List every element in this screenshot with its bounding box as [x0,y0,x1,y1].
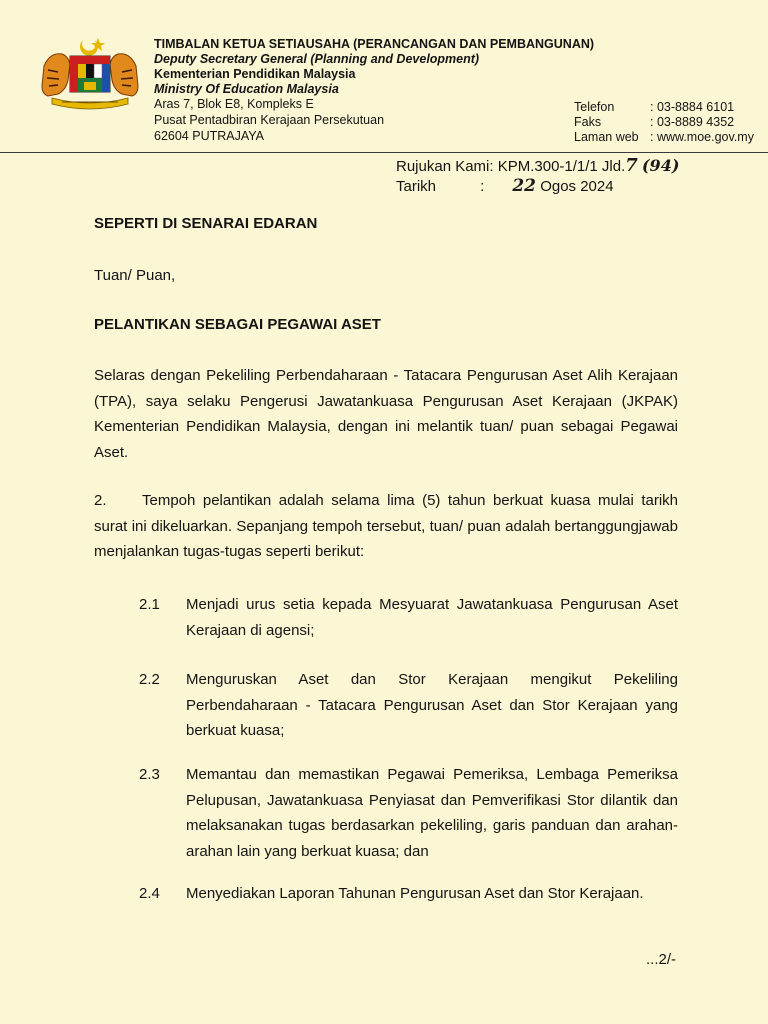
contact-value: : www.moe.gov.my [650,130,754,144]
paragraph-2 [94,488,678,565]
paragraph-1: Selaras dengan Pekeliling Perbendaharaan - Tatacara Pengurusan Aset Alih Kerajaan (TPA), saya selaku Pengerusi Jawatankuasa Pengurusan Aset Kerajaan (JKPAK) Kementerian Pendidikan Malaysia, dengan ini melantik tuan/ puan sebagai Pegawai Aset. [94,367,678,461]
item-text: Menyediakan Laporan Tahunan Pengurusan Aset dan Stor Kerajaan. [186,885,644,902]
coat-of-arms-logo [38,36,142,110]
reference-label: Rujukan Kami: KPM.300-1/1/1 Jld. [396,158,626,175]
contact-value: : 03-8884 6101 [650,100,735,114]
subject-heading: PELANTIKAN SEBAGAI PEGAWAI ASET [94,316,381,333]
address-line-3: 62604 PUTRAJAYA [154,129,265,143]
item-number: 2.2 [139,671,160,688]
contact-value: : 03-8889 4352 [650,115,735,129]
date-line [396,177,614,196]
ministry-name: Kementerian Pendidikan Malaysia [154,67,356,81]
recipient: SEPERTI DI SENARAI EDARAN [94,215,318,232]
contact-label: Telefon [574,100,615,114]
contact-fax [574,115,754,130]
address-line-1: Aras 7, Blok E8, Kompleks E [154,97,314,111]
office-title: TIMBALAN KETUA SETIAUSAHA (PERANCANGAN DAN PEMBANGUNAN) [154,37,595,51]
contact-label: Faks [574,115,602,129]
item-number: 2.1 [139,596,160,613]
item-number: 2.3 [139,766,160,783]
contact-phone [574,100,754,115]
item-number: 2.4 [139,885,160,902]
page-continuation: ...2/- [646,951,677,968]
address-line-2: Pusat Pentadbiran Kerajaan Persekutuan [154,113,385,127]
handwritten-date-day: 22 [512,176,537,196]
contact-block [574,100,754,145]
paragraph-2-text: Tempoh pelantikan adalah selama lima (5) tahun berkuat kuasa mulai tarikh surat ini dikeluarkan. Sepanjang tempoh tersebut, tuan/ puan adalah bertanggungjawab menjalankan tugas-tugas seperti berikut: [94,492,678,560]
item-text: Menguruskan Aset dan Stor Kerajaan mengikut Pekeliling Perbendaharaan - Tatacara Pengurusan Aset dan Stor Kerajaan yang berkuat kuasa; [186,671,678,739]
office-title-english: Deputy Secretary General (Planning and Development) [154,52,480,66]
handwritten-number: (94) [641,156,680,175]
contact-label: Laman web [574,130,639,144]
handwritten-volume: 7 [625,155,638,176]
item-text: Memantau dan memastikan Pegawai Pemeriksa, Lembaga Pemeriksa Pelupusan, Jawatankuasa Penyiasat dan Pemverifikasi Stor dilantik dan melaksanakan tugas berdasarkan pekeliling, garis panduan dan arahan-arahan lain yang berkuat kuasa; dan [186,766,678,860]
header-divider [0,152,768,153]
paragraph-number: 2. [94,492,107,509]
item-text: Menjadi urus setia kepada Mesyuarat Jawatankuasa Pengurusan Aset Kerajaan di agensi; [186,596,678,639]
ministry-name-english: Ministry Of Education Malaysia [154,82,339,96]
date-label: Tarikh [396,178,437,195]
date-separator: : [480,178,485,195]
contact-website [574,130,754,145]
reference-line [396,157,679,176]
date-month-year: Ogos 2024 [540,178,614,195]
salutation: Tuan/ Puan, [94,267,176,284]
